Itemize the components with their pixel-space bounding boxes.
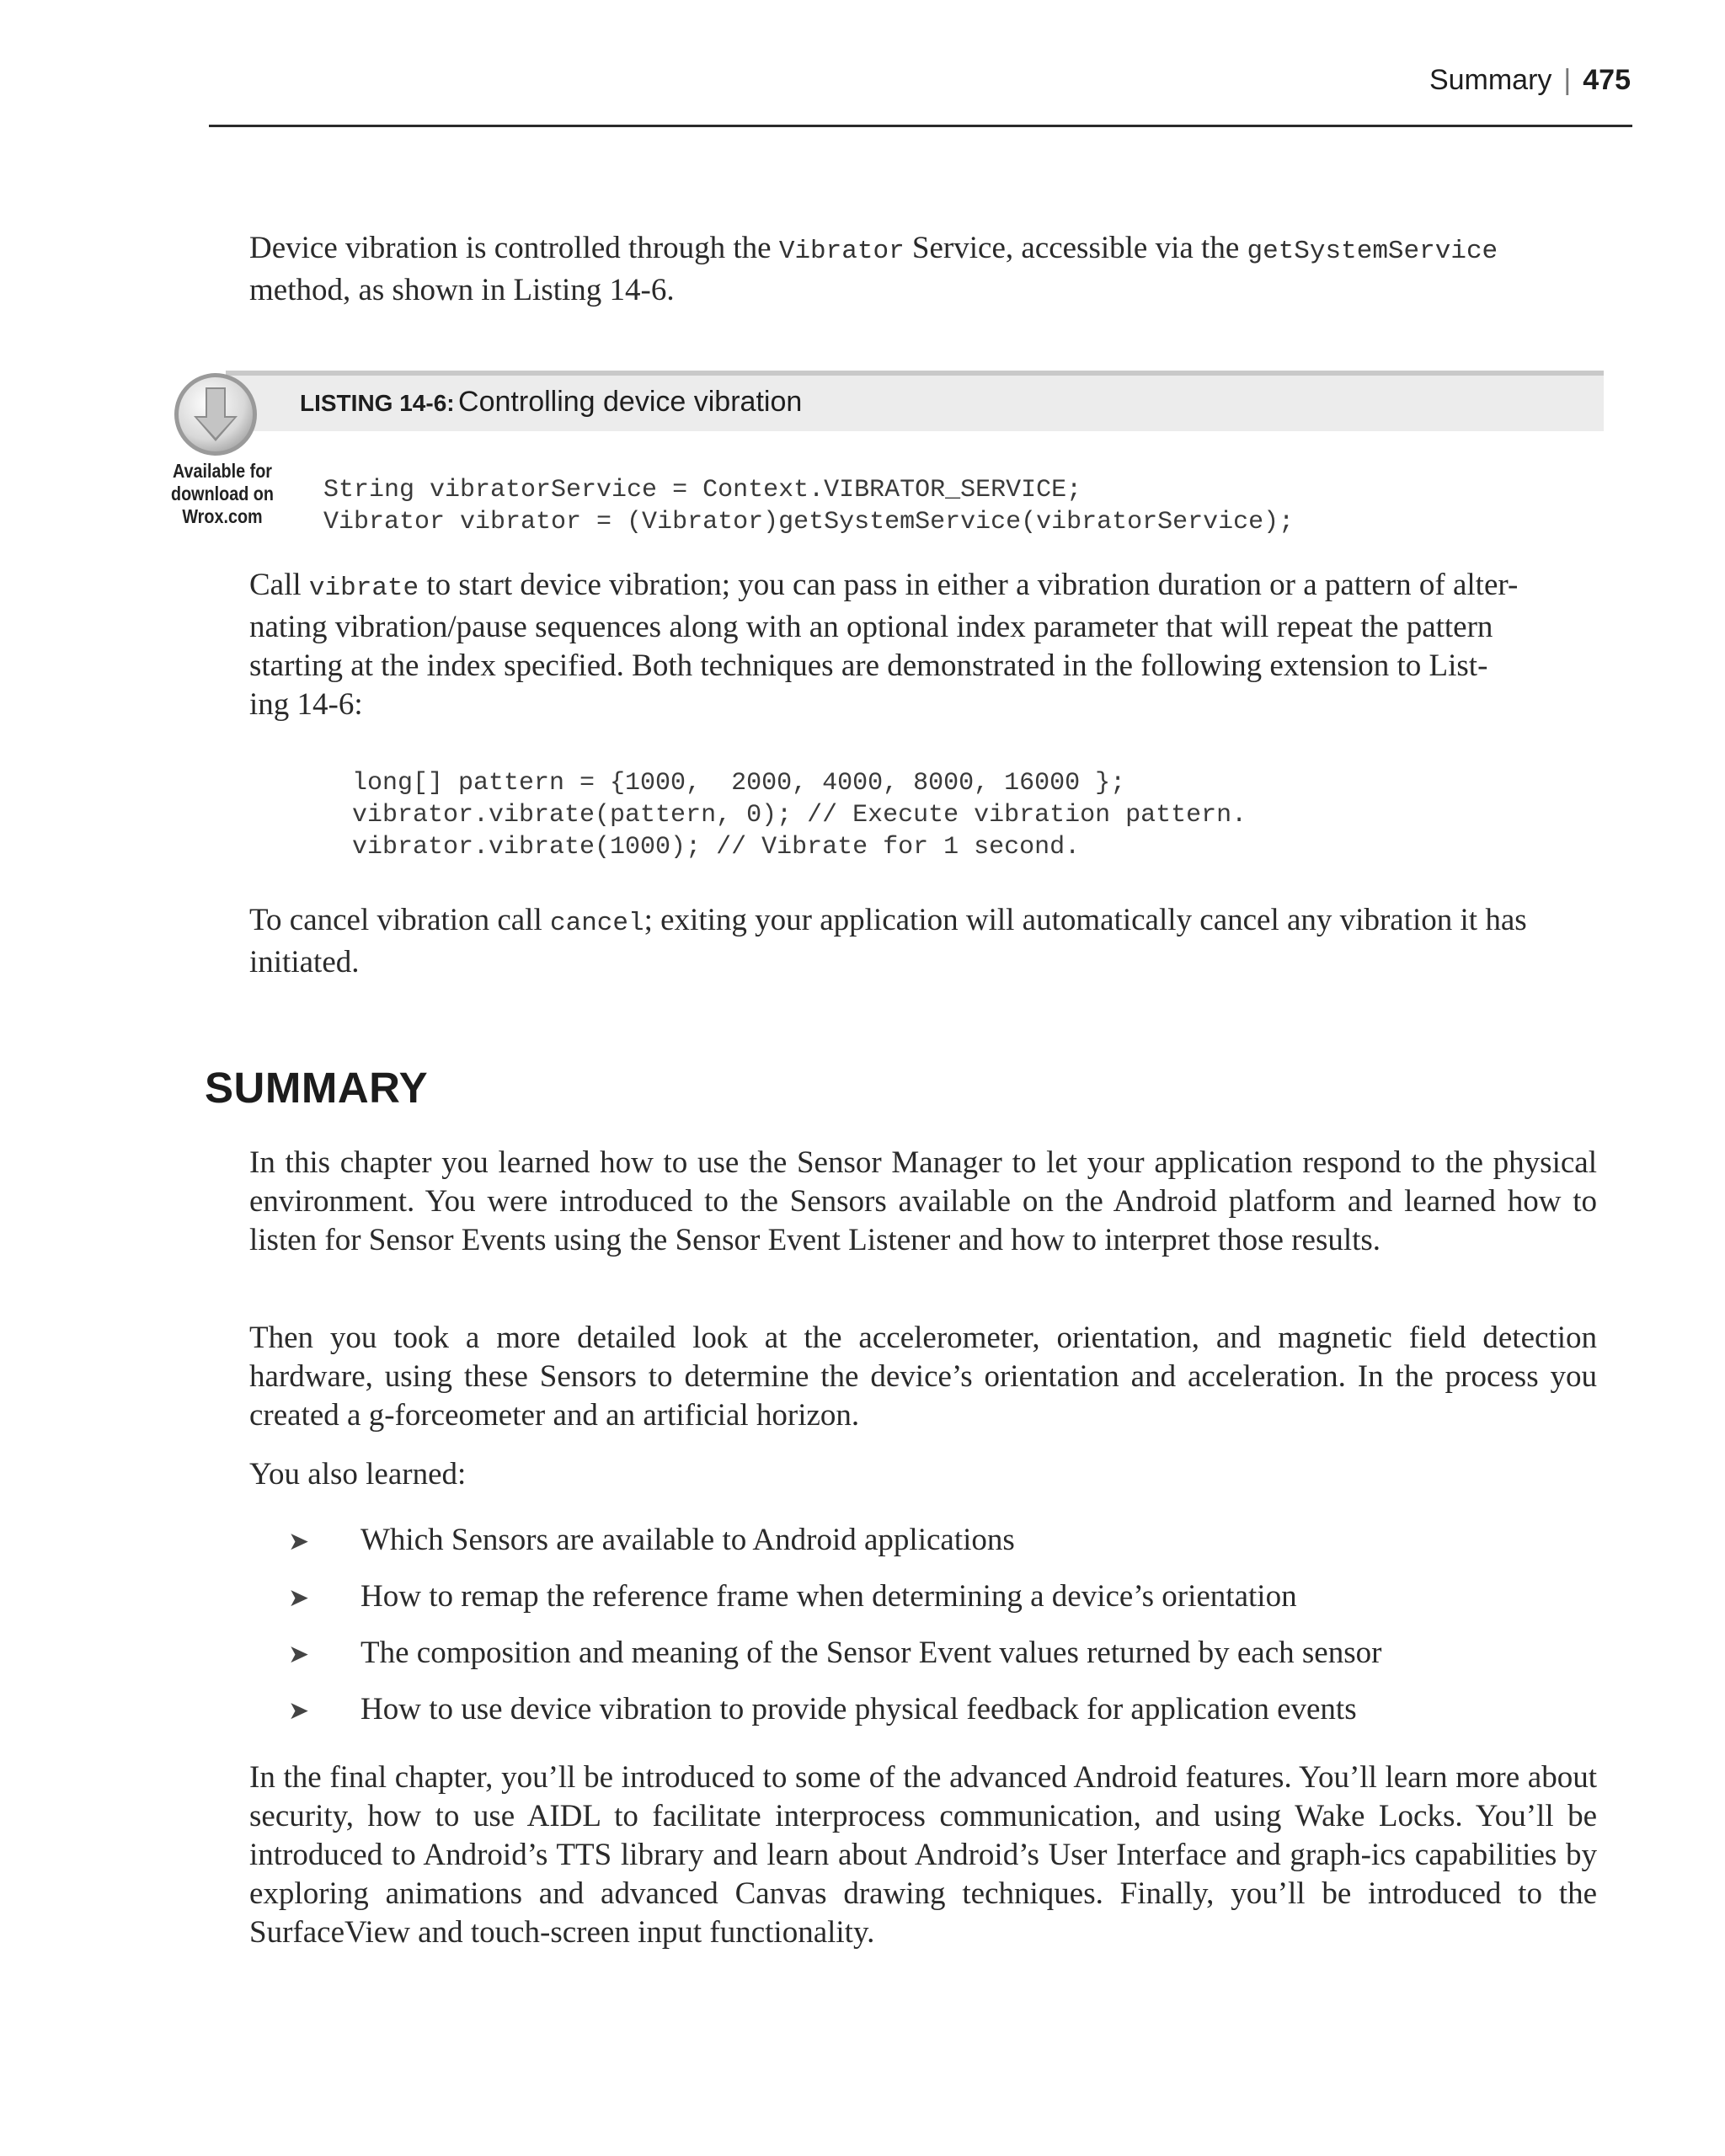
summary-paragraph-1: In this chapter you learned how to use the Sensor Manager to let your application respond to the physical environment. You were introduced to the Sensors available on the Android platform and learned how to listen for Sensor Events using the Sensor Event Listener and how to interpret those results. [249,1145,1597,1257]
listing-title [300,386,802,419]
header-section-title: Summary [1429,64,1552,96]
list-item: ➤ The composition and meaning of the Sensor Event values returned by each sensor [288,1634,1381,1674]
get-system-service-code: getSystemService [1247,237,1498,266]
list-item: ➤ Which Sensors are available to Android applications [288,1521,1015,1561]
vibrate-line-2: nating vibration/pause sequences along with an optional index parameter that will repeat the pattern [249,610,1493,644]
page-number: 475 [1583,64,1631,96]
bullet-arrow-icon: ➤ [288,1640,310,1669]
summary-heading: SUMMARY [205,1064,429,1112]
intro-paragraph [249,229,1597,310]
vibrate-line-3: starting at the index specified. Both techniques are demonstrated in the following extension to List- [249,648,1488,683]
cancel-paragraph [249,901,1597,982]
bullet-arrow-icon: ➤ [288,1583,310,1613]
download-note[interactable]: Available for download on Wrox.com [171,460,274,527]
bullet-arrow-icon: ➤ [288,1696,310,1726]
download-icon[interactable] [172,371,259,458]
header-rule [209,125,1632,127]
intro-line-1: Device vibration is controlled through the Vibrator Service, accessible via the getSystemService [249,231,1498,266]
list-item: ➤ How to remap the reference frame when determining a device’s orientation [288,1577,1297,1618]
vibrate-method-code: vibrate [308,574,419,603]
summary-paragraph-3: You also learned: [249,1457,467,1492]
vibrate-paragraph [249,566,1597,724]
intro-line-2: method, as shown in Listing 14-6. [249,273,675,307]
header-separator: | [1563,64,1572,96]
cancel-method-code: cancel [549,909,644,938]
cancel-line-2: initiated. [249,945,360,979]
summary-paragraph-4: In the final chapter, you’ll be introduced to some of the advanced Android features. You’ll learn more about security, how to use AIDL to facilitate interprocess communication, and using Wake Locks. You’ll be introduced to Android’s TTS library and learn about Android’s User Interface and graph-ics capabilities by exploring animations and advanced Canvas drawing techniques. Finally, you’ll be introduced to the SurfaceView and touch-screen input functionality. [249,1760,1597,1950]
summary-paragraph-2: Then you took a more detailed look at the accelerometer, orientation, and magnetic field detection hardware, using these Sensors to determine the device’s orientation and acceleration. In the process you created a g-forceometer and an artificial horizon. [249,1321,1597,1433]
listing-label: LISTING 14-6: [300,390,455,416]
vibrator-class-code: Vibrator [778,237,905,266]
running-header [1429,64,1631,97]
vibrate-line-1: Call vibrate to start device vibration; you can pass in either a vibration duration or a pattern of alter- [249,568,1519,603]
pattern-code-block: long[] pattern = {1000, 2000, 4000, 8000, 16000 }; vibrator.vibrate(pattern, 0); // Execute vibration pattern. vibrator.vibrate(1000); // Vibrate for 1 second. [352,769,1247,862]
vibrate-line-4: ing 14-6: [249,687,363,722]
listing-code-block: String vibratorService = Context.VIBRATOR_SERVICE; Vibrator vibrator = (Vibrator)getSystemService(vibratorService); [323,476,1295,536]
cancel-line-1: To cancel vibration call cancel; exiting your application will automatically cancel any vibration it has [249,903,1527,938]
bullet-arrow-icon: ➤ [288,1527,310,1556]
list-item: ➤ How to use device vibration to provide physical feedback for application events [288,1690,1357,1731]
listing-caption: Controlling device vibration [458,386,803,418]
